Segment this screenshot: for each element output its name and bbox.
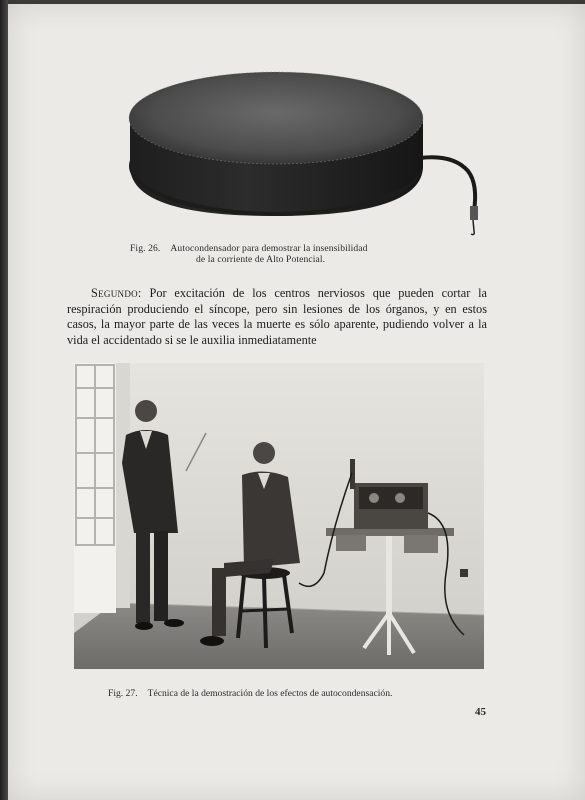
book-spine-shadow — [0, 0, 8, 800]
figure-27-photograph — [74, 363, 484, 669]
paragraph-lead: Segundo: — [91, 286, 142, 300]
paragraph-text: Por excitación de los centros nerviosos que pueden cortar la respiración produciendo el síncope, pero sin lesiones de los órganos, y en estos casos, la mayor parte de las veces la muerte es sólo aparente, pudiendo volver a la vida el accidentado si se le auxilia inmediatamente — [67, 286, 487, 347]
body-paragraph — [67, 286, 487, 348]
figure-26-caption-line2: de la corriente de Alto Potencial. — [196, 254, 326, 265]
figure-26-cushion-illustration — [118, 66, 488, 241]
figure-27-caption-text: Técnica de la demostración de los efectos de autocondensación. — [147, 688, 393, 699]
page-number: 45 — [475, 706, 486, 718]
figure-27-caption — [108, 688, 488, 699]
figure-26-caption-line1: Autocondensador para demostrar la insensibilidad — [170, 243, 368, 254]
figure-27-label: Fig. 27. — [108, 688, 138, 699]
figure-26-caption — [130, 243, 430, 265]
figure-26-label: Fig. 26. — [130, 243, 161, 254]
